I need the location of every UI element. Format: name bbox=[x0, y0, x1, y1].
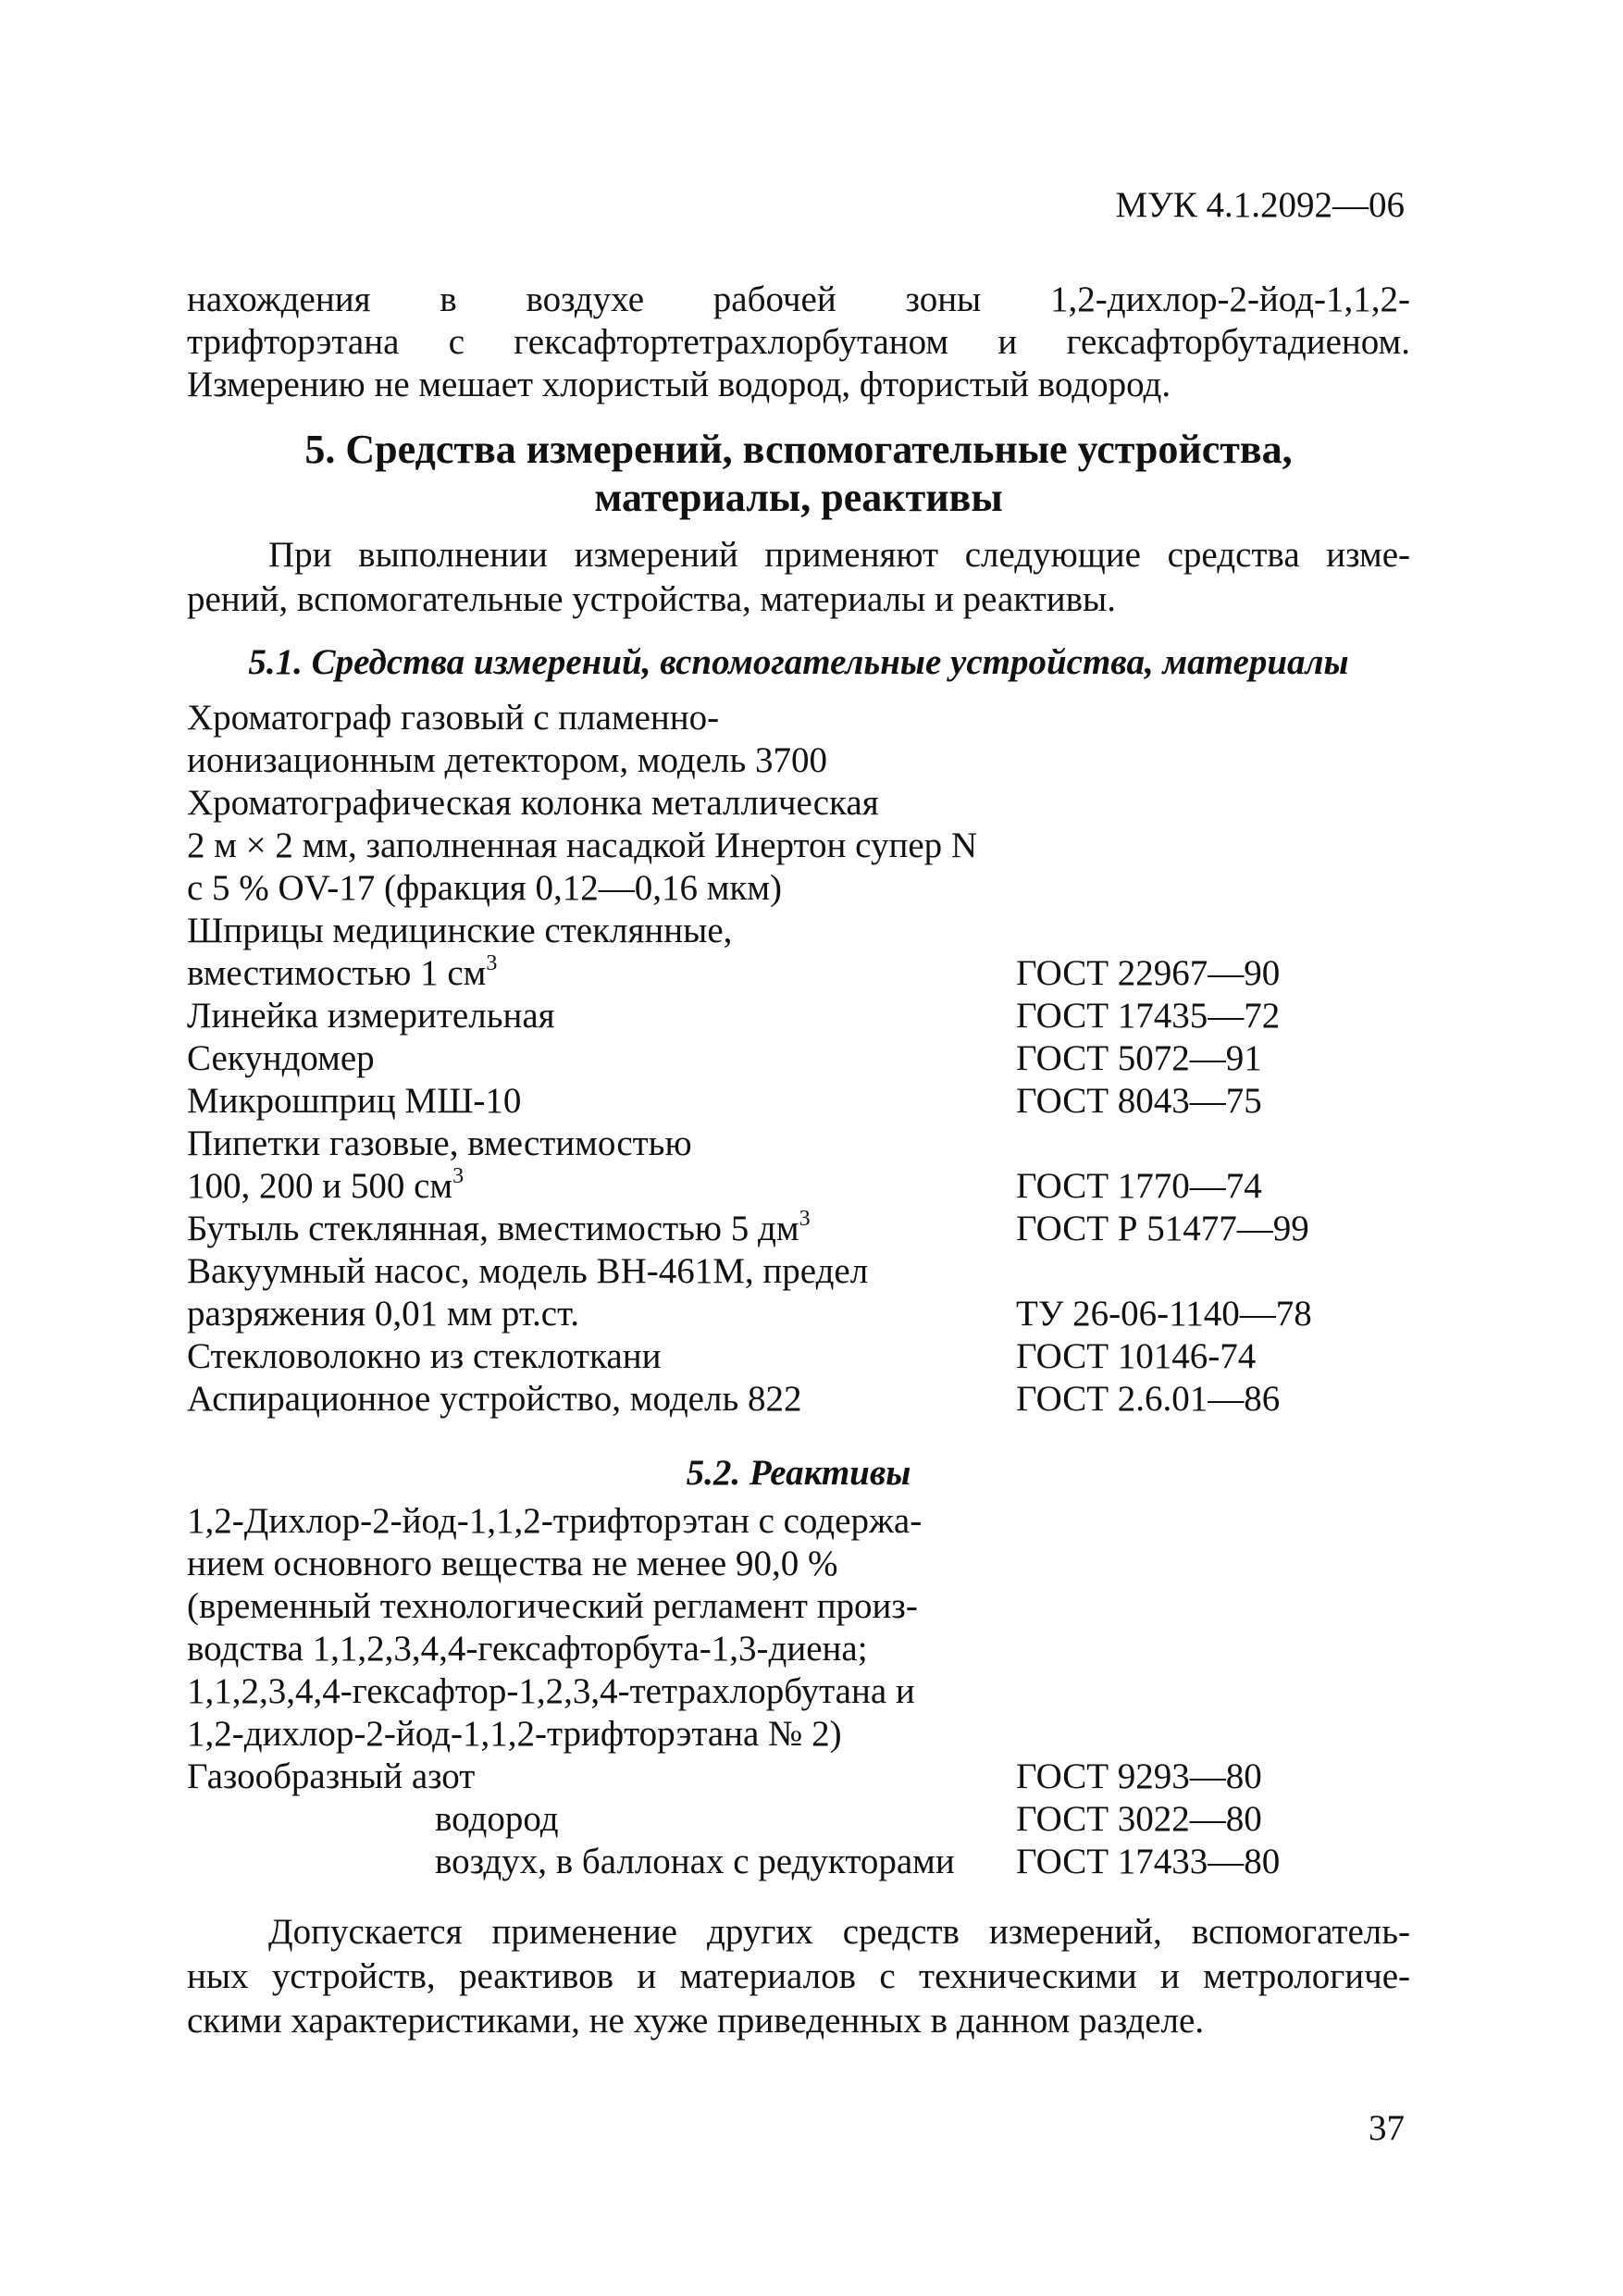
item-name bbox=[187, 1627, 868, 1671]
section-title: 5. Средства измерений, вспомогательные устройства, bbox=[304, 427, 1293, 472]
item-name bbox=[187, 824, 977, 868]
item-name-text: Линейка измерительная bbox=[187, 996, 555, 1036]
list-row bbox=[187, 1840, 1410, 1884]
item-name bbox=[435, 1840, 955, 1884]
item-name bbox=[187, 1712, 842, 1756]
item-name bbox=[187, 738, 827, 783]
item-name-text: Шприцы медицинские стеклянные, bbox=[187, 911, 733, 950]
item-name bbox=[187, 1249, 868, 1294]
item-name-text: Вакуумный насос, модель ВН-461М, предел bbox=[187, 1251, 869, 1291]
item-name-text: ионизационным детектором, модель 3700 bbox=[187, 740, 828, 780]
item-name-text: Хроматографическая колонка металлическая bbox=[187, 783, 879, 823]
list-row bbox=[187, 994, 1410, 1038]
item-name-text: нием основного вещества не менее 90,0 % bbox=[187, 1544, 838, 1583]
item-name-text: 1,2-дихлор-2-йод-1,1,2-трифторэтана № 2) bbox=[187, 1714, 842, 1754]
item-name-text: Бутыль стеклянная, вместимостью 5 дм bbox=[187, 1209, 799, 1248]
item-name-text: Хроматограф газовый с пламенно- bbox=[187, 698, 720, 738]
list-row bbox=[187, 1627, 1410, 1671]
item-name-text: воздух, в баллонах с редукторами bbox=[435, 1842, 955, 1881]
list-row bbox=[187, 1079, 1410, 1123]
intro-line: Измерению не мешает хлористый водород, фтористый водород. bbox=[187, 365, 1171, 404]
list-row bbox=[187, 1036, 1410, 1081]
item-name-text: Микрошприц МШ-10 bbox=[187, 1081, 522, 1121]
list-row bbox=[187, 1207, 1410, 1251]
list-row bbox=[187, 1712, 1410, 1756]
list-row bbox=[187, 1292, 1410, 1336]
standard-reference: ГОСТ Р 51477—99 bbox=[1016, 1209, 1309, 1248]
intro-line: трифторэтана с гексафтортетрахлорбутаном и гексафторбутадиеном. bbox=[187, 322, 1410, 362]
list-row bbox=[187, 866, 1410, 911]
list-row bbox=[187, 1334, 1410, 1379]
standard-reference: ГОСТ 8043—75 bbox=[1016, 1081, 1262, 1121]
item-name-text: 100, 200 и 500 см bbox=[187, 1166, 453, 1206]
item-name-text: водород bbox=[435, 1799, 559, 1839]
list-row bbox=[187, 738, 1410, 783]
list-row bbox=[187, 1584, 1410, 1629]
item-name bbox=[187, 1079, 521, 1123]
closing-line: ных устройств, реактивов и материалов с техническими и метрологиче- bbox=[187, 1956, 1410, 1996]
standard-reference: ГОСТ 2.6.01—86 bbox=[1016, 1379, 1281, 1419]
item-name bbox=[187, 781, 879, 825]
item-name bbox=[187, 1207, 811, 1251]
item-name-text: 1,2-Дихлор-2-йод-1,1,2-трифторэтан с содержа- bbox=[187, 1501, 923, 1541]
item-name bbox=[187, 1542, 837, 1586]
item-name bbox=[187, 1377, 802, 1421]
item-name bbox=[187, 909, 732, 953]
item-name-text: Секундомер bbox=[187, 1038, 375, 1078]
list-row bbox=[187, 1164, 1410, 1209]
list-row bbox=[187, 1755, 1410, 1799]
item-name-text: (временный технологический регламент произ- bbox=[187, 1586, 918, 1626]
list-row bbox=[187, 1499, 1410, 1544]
list-row bbox=[187, 951, 1410, 996]
list-row bbox=[187, 1377, 1410, 1421]
item-name bbox=[187, 1669, 915, 1714]
unit-exponent: 3 bbox=[486, 951, 498, 975]
document-code: МУК 4.1.2092—06 bbox=[1115, 185, 1405, 225]
item-name bbox=[187, 1584, 918, 1629]
item-name bbox=[187, 1292, 579, 1336]
item-name bbox=[187, 866, 782, 911]
item-name bbox=[187, 1334, 661, 1379]
item-name bbox=[187, 1755, 475, 1799]
list-row bbox=[187, 909, 1410, 953]
item-name bbox=[187, 994, 555, 1038]
item-name bbox=[435, 1797, 559, 1842]
list-row bbox=[187, 781, 1410, 825]
section-paragraph-line: рений, вспомогательные устройства, материалы и реактивы. bbox=[187, 579, 1116, 619]
section-paragraph-line: При выполнении измерений применяют следующие средства изме- bbox=[268, 535, 1410, 575]
list-row bbox=[187, 1669, 1410, 1714]
item-name bbox=[187, 1122, 692, 1166]
item-name bbox=[187, 1164, 464, 1209]
item-name-text: с 5 % OV-17 (фракция 0,12—0,16 мкм) bbox=[187, 868, 783, 908]
item-name-text: Аспирационное устройство, модель 822 bbox=[187, 1379, 802, 1419]
list-row bbox=[187, 696, 1410, 740]
item-name-text: разряжения 0,01 мм рт.ст. bbox=[187, 1294, 579, 1334]
standard-reference: ГОСТ 22967—90 bbox=[1016, 953, 1281, 993]
item-name bbox=[187, 1499, 922, 1544]
item-name bbox=[187, 696, 719, 740]
closing-line: Допускается применение других средств измерений, вспомогатель- bbox=[268, 1912, 1410, 1952]
subsection-title: 5.1. Средства измерений, вспомогательные устройства, материалы bbox=[248, 642, 1349, 682]
standard-reference: ГОСТ 17433—80 bbox=[1016, 1842, 1281, 1881]
list-row bbox=[187, 1542, 1410, 1586]
item-name bbox=[187, 1036, 375, 1081]
closing-line: скими характеристиками, не хуже приведенных в данном разделе. bbox=[187, 2001, 1205, 2041]
item-name-text: Пипетки газовые, вместимостью bbox=[187, 1123, 692, 1163]
item-name-text: 2 м × 2 мм, заполненная насадкой Инертон супер N bbox=[187, 825, 978, 865]
item-name-text: вместимостью 1 см bbox=[187, 953, 487, 993]
item-name-text: Стекловолокно из стеклоткани bbox=[187, 1336, 662, 1376]
subsection-title: 5.2. Реактивы bbox=[686, 1453, 911, 1493]
item-name bbox=[187, 951, 497, 996]
section-title: материалы, реактивы bbox=[594, 475, 1003, 520]
standard-reference: ГОСТ 9293—80 bbox=[1016, 1756, 1262, 1796]
unit-exponent: 3 bbox=[452, 1164, 465, 1188]
list-row bbox=[187, 1249, 1410, 1294]
standard-reference: ГОСТ 3022—80 bbox=[1016, 1799, 1262, 1839]
item-name-text: 1,1,2,3,4,4-гексафтор-1,2,3,4-тетрахлорбутана и bbox=[187, 1671, 915, 1711]
standard-reference: ГОСТ 17435—72 bbox=[1016, 996, 1281, 1036]
list-row bbox=[187, 824, 1410, 868]
item-name-text: водства 1,1,2,3,4,4-гексафторбута-1,3-диена; bbox=[187, 1629, 868, 1669]
list-row bbox=[187, 1122, 1410, 1166]
standard-reference: ГОСТ 10146-74 bbox=[1016, 1336, 1257, 1376]
standard-reference: ГОСТ 5072—91 bbox=[1016, 1038, 1262, 1078]
list-row bbox=[187, 1797, 1410, 1842]
intro-line: нахождения в воздухе рабочей зоны 1,2-дихлор-2-йод-1,1,2- bbox=[187, 279, 1410, 319]
standard-reference: ГОСТ 1770—74 bbox=[1016, 1166, 1262, 1206]
unit-exponent: 3 bbox=[799, 1207, 811, 1231]
item-name-text: Газообразный азот bbox=[187, 1756, 476, 1796]
page-number: 37 bbox=[1369, 2108, 1405, 2148]
standard-reference: ТУ 26-06-1140—78 bbox=[1016, 1294, 1312, 1334]
